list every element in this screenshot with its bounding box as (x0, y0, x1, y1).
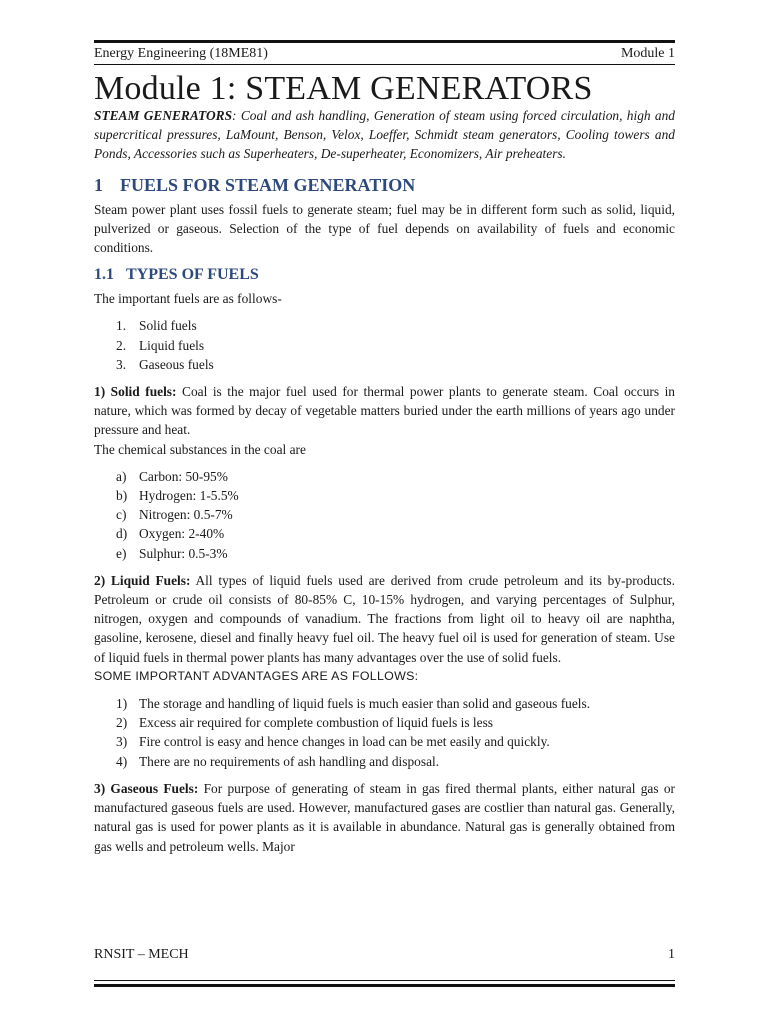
coal-substances-list (94, 467, 675, 563)
header-module: Module 1 (620, 46, 675, 61)
list-item: 2. Liquid fuels (116, 337, 205, 353)
intro-label: STEAM GENERATORS (94, 108, 233, 123)
list-item: e) Sulphur: 0.5-3% (116, 545, 228, 561)
section-1-heading (94, 174, 675, 196)
fuels-lead: The important fuels are as follows- (94, 291, 282, 307)
section-1-title: FUELS FOR STEAM GENERATION (120, 174, 416, 195)
list-item: d) Oxygen: 2-40% (116, 526, 225, 542)
fuel-types-list (94, 316, 675, 374)
section-1-1-heading (94, 265, 675, 285)
header-course: Energy Engineering (18ME81) (94, 46, 268, 61)
document-body (94, 106, 675, 856)
footer-divider-thick (94, 984, 675, 987)
page-footer (94, 946, 675, 964)
header-divider (94, 64, 675, 65)
page-title: Module 1: STEAM GENERATORS (94, 70, 593, 107)
document-page (94, 0, 675, 1024)
gaseous-fuels-paragraph: 3) Gaseous Fuels: For purpose of generating of steam in gas fired thermal plants, either natural gas or manufactured gaseous fuels are used. However, manufactured gases are costlier than natural gas. Generally, natural gas is used for power plants as it is available in abundance. Natural gas is generally obtained from gas wells and petroleum wells. Major (94, 780, 675, 854)
list-item: 1. Solid fuels (116, 318, 197, 334)
section-1-1-title: TYPES OF FUELS (126, 266, 259, 284)
footer-institution: RNSIT – MECH (94, 947, 189, 962)
list-item: c) Nitrogen: 0.5-7% (116, 507, 233, 523)
section-1-number: 1 (94, 174, 103, 195)
advantages-heading: SOME IMPORTANT ADVANTAGES ARE AS FOLLOWS: (94, 668, 419, 683)
gaseous-fuels-label: 3) Gaseous Fuels: (94, 780, 199, 796)
advantages-list (94, 694, 675, 771)
list-item: 3. Gaseous fuels (116, 356, 214, 372)
list-item: 2) Excess air required for complete combustion of liquid fuels is less (116, 715, 494, 731)
section-1-1-number: 1.1 (94, 266, 114, 284)
footer-divider-thin (94, 980, 675, 981)
solid-fuels-paragraph: 1) Solid fuels: Coal is the major fuel used for thermal power plants to generate steam. Coal occurs in nature, which was formed by decay of vegetable matters buried under the earth millions of years ago under pressure and heat. (94, 384, 676, 438)
list-item: a) Carbon: 50-95% (116, 468, 228, 484)
list-item: 4) There are no requirements of ash handling and disposal. (116, 753, 440, 769)
page-number: 1 (668, 947, 675, 962)
intro-paragraph (94, 106, 675, 164)
page-header (94, 40, 675, 63)
section-1-paragraph: Steam power plant uses fossil fuels to generate steam; fuel may be in different form such as solid, liquid, pulverized or gaseous. Selection of the type of fuel depends on availability of fuels and economic conditions. (94, 201, 675, 256)
list-item: 3) Fire control is easy and hence changes in load can be met easily and quickly. (116, 734, 550, 750)
intro-text: : Coal and ash handling, Generation of steam using forced circulation, high and supercritical pressures, LaMount, Benson, Velox, Loeffer, Schmidt steam generators, Cooling towers and Ponds, Accessories such as Superheaters, De-superheater, Economizers, Air preheaters. (94, 108, 676, 162)
list-item: 1) The storage and handling of liquid fuels is much easier than solid and gaseous fuels. (116, 696, 591, 712)
list-item: b) Hydrogen: 1-5.5% (116, 488, 239, 504)
liquid-fuels-paragraph: 2) Liquid Fuels: All types of liquid fuels used are derived from crude petroleum and its by-products. Petroleum or crude oil consists of 80-85% C, 10-15% hydrogen, and varying percentages of Sulphur, nitrogen, oxygen and compounds of vanadium. The fractions from light oil to heavy oil are naphtha, gasoline, kerosene, diesel and finally heavy fuel oil. The heavy fuel oil is used for generation of steam. Use of liquid fuels in thermal power plants has many advantages over the use of solid fuels. (94, 572, 675, 665)
liquid-fuels-label: 2) Liquid Fuels: (94, 572, 191, 588)
coal-substances-lead: The chemical substances in the coal are (94, 441, 306, 457)
solid-fuels-label: 1) Solid fuels: (94, 384, 177, 400)
